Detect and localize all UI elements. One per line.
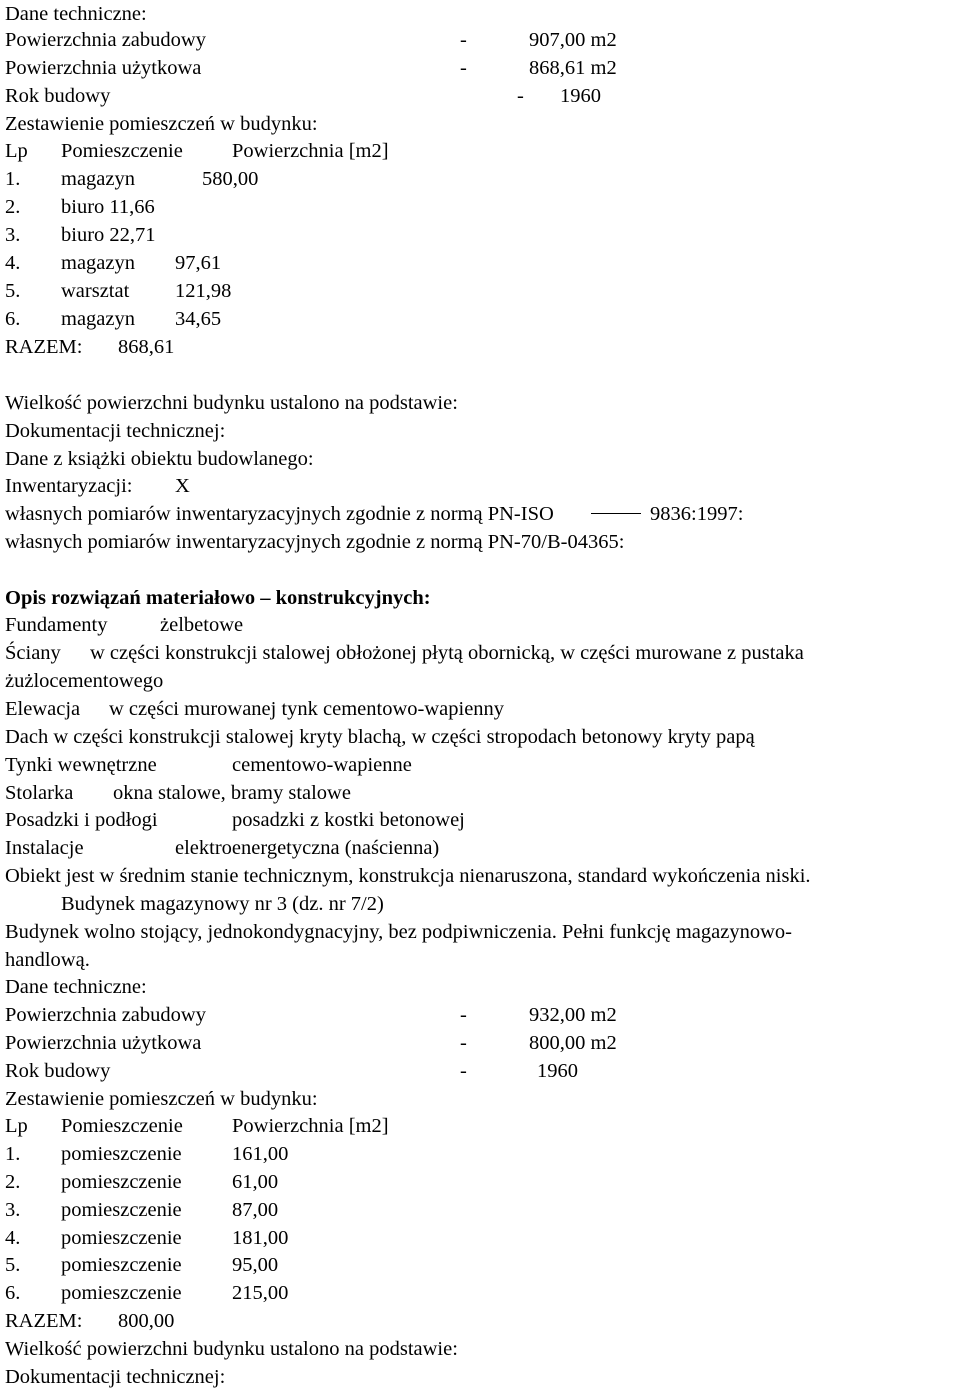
inwentaryzacji-label: Inwentaryzacji: [5,475,133,497]
spec-label-rok-budowy: Rok budowy [5,85,111,107]
spec-label-powierzchnia-uzytkowa: Powierzchnia użytkowa [5,57,202,79]
dane-techniczne-heading: Dane techniczne: [5,3,147,25]
table-row-area: 181,00 [232,1227,289,1249]
table-row-area: 87,00 [232,1199,279,1221]
budynek-desc-line2: handlową. [5,949,90,971]
razem-value: 868,61 [118,336,175,358]
table-header-pomieszczenie: Pomieszczenie [61,140,183,162]
table-row-name: biuro 22,71 [61,224,156,246]
table-row-lp: 2. [5,196,21,218]
dokumentacji-label: Dokumentacji technicznej: [5,1366,226,1388]
elewacja-value: w części murowanej tynk cementowo-wapienny [109,698,505,720]
instalacje-label: Instalacje [5,837,84,859]
fundamenty-label: Fundamenty [5,614,108,636]
table-row-name: pomieszczenie [61,1199,182,1221]
table-row-area: 95,00 [232,1254,279,1276]
table-row-name: pomieszczenie [61,1227,182,1249]
table-row-area: 215,00 [232,1282,289,1304]
table-row-lp: 4. [5,1227,21,1249]
table-row-area: 61,00 [232,1171,279,1193]
posadzki-value: posadzki z kostki betonowej [232,809,465,831]
opis-heading: Opis rozwiązań materiałowo – konstrukcyjnych: [5,587,431,609]
stolarka-label: Stolarka [5,782,74,804]
spec-value-rok-budowy: 1960 [560,85,601,107]
table-row-area: 161,00 [232,1143,289,1165]
spec-value-powierzchnia-zabudowy: 932,00 m2 [529,1004,617,1026]
razem-label: RAZEM: [5,336,83,358]
spec-value-powierzchnia-zabudowy: 907,00 m2 [529,29,617,51]
spec-label-rok-budowy: Rok budowy [5,1060,111,1082]
dash-line [591,513,641,514]
table-header-powierzchnia: Powierzchnia [m2] [232,140,389,162]
table-row-name: pomieszczenie [61,1254,182,1276]
spec-value-powierzchnia-uzytkowa: 868,61 m2 [529,57,617,79]
dokumentacji-label: Dokumentacji technicznej: [5,420,226,442]
dane-techniczne-heading: Dane techniczne: [5,976,147,998]
razem-label: RAZEM: [5,1310,83,1332]
table-row-lp: 4. [5,252,21,274]
table-header-lp: Lp [5,1115,28,1137]
dach-line: Dach w części konstrukcji stalowej kryty blachą, w części stropodach betonowy kryty papą [5,726,755,748]
table-header-lp: Lp [5,140,28,162]
spec-dash: - [460,1060,467,1082]
table-row-name: biuro 11,66 [61,196,155,218]
budynek-title: Budynek magazynowy nr 3 (dz. nr 7/2) [61,893,384,915]
sciany-label: Ściany [5,642,61,664]
sciany-value: w części konstrukcji stalowej obłożonej płytą obornicką, w części murowane z pustaka [90,642,804,664]
table-row-area: 580,00 [202,168,259,190]
table-row-lp: 3. [5,224,21,246]
table-row-area: 34,65 [175,308,222,330]
tynki-value: cementowo-wapienne [232,754,412,776]
table-row-lp: 6. [5,308,21,330]
spec-dash: - [460,29,467,51]
spec-label-powierzchnia-zabudowy: Powierzchnia zabudowy [5,29,206,51]
pomiary-iso-norm: 9836:1997: [650,503,744,525]
fundamenty-value: żelbetowe [160,614,244,636]
sciany-cont: żużlocementowego [5,670,164,692]
dane-ksiazki-label: Dane z książki obiektu budowlanego: [5,448,314,470]
spec-label-powierzchnia-uzytkowa: Powierzchnia użytkowa [5,1032,202,1054]
table-row-lp: 6. [5,1282,21,1304]
wielkosc-label: Wielkość powierzchni budynku ustalono na podstawie: [5,392,458,414]
elewacja-label: Elewacja [5,698,81,720]
table-row-name: warsztat [61,280,130,302]
table-row-lp: 5. [5,1254,21,1276]
zestawienie-heading: Zestawienie pomieszczeń w budynku: [5,1088,318,1110]
spec-value-powierzchnia-uzytkowa: 800,00 m2 [529,1032,617,1054]
stolarka-value: okna stalowe, bramy stalowe [113,782,351,804]
obiekt-stan: Obiekt jest w średnim stanie technicznym, konstrukcja nienaruszona, standard wykończenia niski. [5,865,811,887]
spec-dash: - [460,57,467,79]
razem-value: 800,00 [118,1310,175,1332]
table-row-name: magazyn [61,308,135,330]
wielkosc-label: Wielkość powierzchni budynku ustalono na podstawie: [5,1338,458,1360]
spec-dash: - [460,1004,467,1026]
instalacje-value: elektroenergetyczna (naścienna) [175,837,440,859]
spec-value-rok-budowy: 1960 [537,1060,578,1082]
table-row-lp: 3. [5,1199,21,1221]
inwentaryzacji-mark: X [175,475,190,497]
table-header-pomieszczenie: Pomieszczenie [61,1115,183,1137]
table-row-lp: 1. [5,168,21,190]
table-row-lp: 2. [5,1171,21,1193]
tynki-label: Tynki wewnętrzne [5,754,157,776]
table-row-name: magazyn [61,252,135,274]
pomiary-pn-label: własnych pomiarów inwentaryzacyjnych zgodnie z normą PN-70/B-04365: [5,531,625,553]
table-row-name: pomieszczenie [61,1143,182,1165]
table-row-area: 97,61 [175,252,222,274]
zestawienie-heading: Zestawienie pomieszczeń w budynku: [5,113,318,135]
spec-dash: - [517,85,524,107]
table-row-lp: 1. [5,1143,21,1165]
budynek-desc-line1: Budynek wolno stojący, jednokondygnacyjny, bez podpiwniczenia. Pełni funkcję magazynowo- [5,921,792,943]
table-row-area: 121,98 [175,280,232,302]
table-row-lp: 5. [5,280,21,302]
pomiary-iso-label: własnych pomiarów inwentaryzacyjnych zgodnie z normą PN-ISO [5,503,554,525]
table-header-powierzchnia: Powierzchnia [m2] [232,1115,389,1137]
table-row-name: pomieszczenie [61,1282,182,1304]
spec-label-powierzchnia-zabudowy: Powierzchnia zabudowy [5,1004,206,1026]
table-row-name: pomieszczenie [61,1171,182,1193]
spec-dash: - [460,1032,467,1054]
posadzki-label: Posadzki i podłogi [5,809,158,831]
table-row-name: magazyn [61,168,135,190]
